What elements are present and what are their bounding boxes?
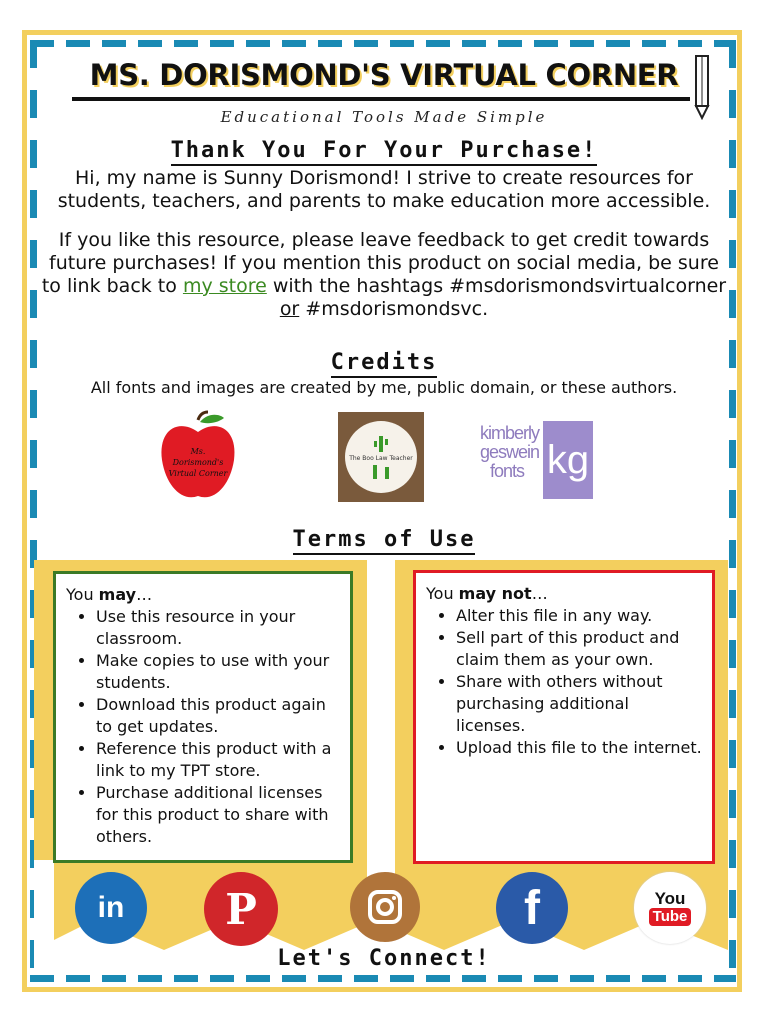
may-intro-pre: You: [66, 585, 99, 604]
credits-text: All fonts and images are created by me, public domain, or these authors.: [90, 378, 678, 397]
cactus-icon: [374, 436, 388, 452]
pinterest-icon[interactable]: [204, 872, 278, 946]
terms-heading-text: Terms of Use: [293, 527, 476, 555]
may-not-item: • Share with others without purchasing additional licenses.: [456, 671, 702, 737]
credits-heading-text: Credits: [331, 350, 438, 378]
may-not-intro-post: …: [531, 584, 548, 603]
youtube-you: You: [654, 889, 686, 908]
credits-heading: [0, 350, 768, 375]
boo-law-text: The Boo Law Teacher: [349, 454, 413, 462]
connect-heading: Let's Connect!: [277, 946, 491, 971]
may-not-intro: [426, 583, 702, 605]
linkedin-icon[interactable]: [75, 872, 147, 944]
may-item: • Download this product again to get updates.: [96, 694, 340, 738]
may-item: • Purchase additional licenses for this product to share with others.: [96, 782, 340, 848]
feedback-text-1: If you like this resource, please leave feedback to get credit towards future purchases! If you mention this product on social media, be sure to link back to: [41, 229, 719, 297]
pinterest-glyph: P: [225, 884, 257, 934]
border-dashes-right: [729, 40, 736, 982]
thanks-heading: [0, 138, 768, 163]
facebook-glyph: f: [524, 881, 540, 935]
apple-logo-line2: Virtual Corner: [168, 469, 228, 478]
apple-logo: [158, 410, 238, 502]
hashtag-2: #msdorismondsvc.: [305, 298, 489, 320]
kg-name-2: geswein: [480, 442, 540, 462]
apple-logo-line1: Ms. Dorismond's: [172, 447, 224, 467]
intro-paragraph: Hi, my name is Sunny Dorismond! I strive to create resources for students, teachers, and parents to make education more accessible.: [57, 167, 711, 212]
tagline: Educational Tools Made Simple: [220, 108, 548, 126]
kg-name-1: kimberly: [480, 423, 540, 443]
may-not-item: • Upload this file to the internet.: [456, 737, 702, 759]
border-dashes-top: [30, 40, 736, 47]
feedback-paragraph: [40, 229, 728, 321]
instagram-icon[interactable]: [350, 872, 420, 942]
may-not-box: [413, 570, 715, 864]
may-list: [66, 606, 340, 848]
linkedin-glyph: in: [97, 891, 125, 924]
may-intro: [66, 584, 340, 606]
kg-name-3: fonts: [490, 461, 525, 481]
border-dashes-bottom: [30, 975, 736, 982]
facebook-icon[interactable]: [496, 872, 568, 944]
store-link[interactable]: my store: [182, 275, 267, 297]
camera-icon: [367, 889, 403, 925]
cactus-pair-icon: [369, 465, 393, 479]
may-not-intro-pre: You: [426, 584, 459, 603]
youtube-icon[interactable]: [634, 872, 706, 944]
may-item: • Reference this product with a link to my TPT store.: [96, 738, 340, 782]
may-not-item: • Alter this file in any way.: [456, 605, 702, 627]
boo-law-circle: [345, 421, 417, 493]
page-title: MS. DORISMOND'S VIRTUAL CORNER: [89, 58, 679, 92]
feedback-text-2: with the hashtags: [272, 275, 444, 297]
may-intro-bold: may: [98, 585, 137, 604]
may-item: • Use this resource in your classroom.: [96, 606, 340, 650]
may-intro-post: …: [136, 585, 153, 604]
terms-heading: [0, 527, 768, 552]
boo-law-logo: [338, 412, 424, 502]
may-not-item: • Sell part of this product and claim them as your own.: [456, 627, 702, 671]
youtube-tube: Tube: [649, 908, 692, 926]
may-not-intro-bold: may not: [458, 584, 532, 603]
may-box: [53, 571, 353, 863]
hashtag-1: #msdorismondsvirtualcorner: [449, 275, 727, 297]
title-underline: [72, 97, 690, 101]
thanks-heading-text: Thank You For Your Purchase!: [171, 138, 598, 166]
may-item: • Make copies to use with your students.: [96, 650, 340, 694]
kg-mark: kg: [543, 421, 593, 499]
or-word: or: [279, 298, 300, 320]
may-not-list: [426, 605, 702, 759]
